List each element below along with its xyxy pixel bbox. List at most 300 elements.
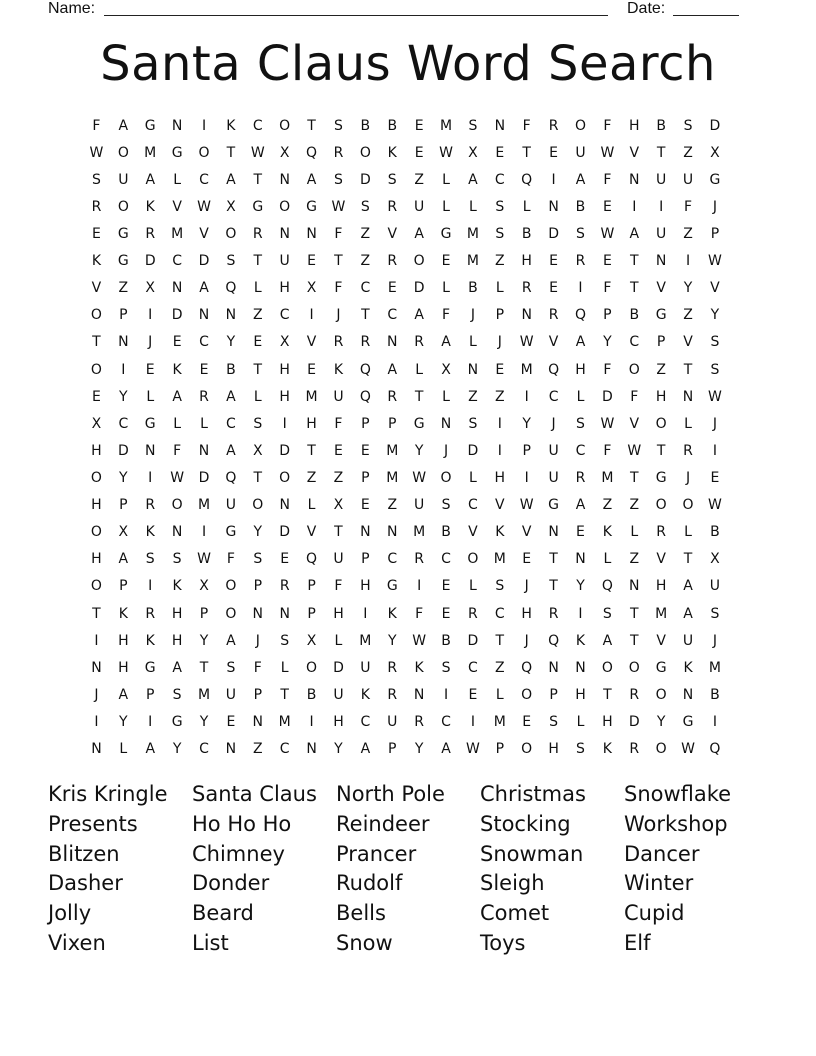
grid-letter: P xyxy=(361,551,370,568)
grid-letter: X xyxy=(91,415,102,432)
name-blank-line xyxy=(104,15,608,16)
grid-letter: Z xyxy=(629,497,640,514)
grid-letter: M xyxy=(144,144,157,161)
grid-letter: T xyxy=(629,469,639,486)
grid-letter: E xyxy=(92,388,101,405)
grid-letter: Y xyxy=(603,334,612,351)
grid-letter: A xyxy=(199,280,209,297)
grid-letter: G xyxy=(117,225,129,242)
grid-letter: V xyxy=(172,198,182,215)
grid-letter: Z xyxy=(683,144,693,161)
grid-letter: T xyxy=(334,253,343,270)
grid-letter: F xyxy=(415,605,424,622)
grid-letter: R xyxy=(91,198,102,215)
grid-letter: H xyxy=(91,442,102,459)
grid-letter: A xyxy=(226,388,236,405)
grid-letter: C xyxy=(279,307,290,324)
grid-letter: N xyxy=(360,524,371,541)
grid-letter: P xyxy=(656,334,666,351)
grid-letter: W xyxy=(600,144,615,161)
grid-letter: R xyxy=(333,144,344,161)
grid-letter: S xyxy=(549,713,559,730)
grid-letter: I xyxy=(363,605,368,622)
grid-letter: Q xyxy=(225,280,237,297)
grid-letter: N xyxy=(440,415,452,432)
grid-letter: B xyxy=(629,307,640,324)
grid-letter: A xyxy=(172,659,182,676)
grid-letter: Z xyxy=(252,741,263,758)
grid-letter: O xyxy=(655,741,667,758)
grid-letter: T xyxy=(253,171,263,188)
grid-letter: X xyxy=(252,442,263,459)
grid-letter: Q xyxy=(306,144,318,161)
grid-letter: I xyxy=(578,605,583,622)
grid-letter: B xyxy=(441,632,451,649)
grid-letter: S xyxy=(495,225,505,242)
grid-letter: W xyxy=(519,334,534,351)
grid-letter: U xyxy=(225,497,237,514)
grid-letter: W xyxy=(412,469,427,486)
grid-letter: O xyxy=(117,144,129,161)
grid-letter: E xyxy=(441,578,451,595)
grid-letter: I xyxy=(685,253,691,270)
grid-letter: E xyxy=(414,144,424,161)
grid-letter: H xyxy=(279,388,290,405)
grid-letter: L xyxy=(576,713,585,730)
grid-letter: U xyxy=(279,253,290,270)
grid-letter: V xyxy=(710,280,720,297)
word-list-item: Reindeer xyxy=(336,811,430,836)
word-list-item: Christmas xyxy=(480,782,586,806)
grid-letter: H xyxy=(575,361,586,378)
grid-letter: U xyxy=(333,551,344,568)
grid-letter: K xyxy=(387,144,397,161)
grid-letter: H xyxy=(655,388,667,405)
grid-letter: E xyxy=(414,117,424,134)
grid-letter: N xyxy=(198,307,210,324)
grid-letter: C xyxy=(199,741,209,758)
grid-letter: O xyxy=(628,659,640,676)
grid-letter: J xyxy=(255,632,260,649)
grid-letter: O xyxy=(171,497,183,514)
grid-letter: O xyxy=(601,659,613,676)
grid-letter: X xyxy=(145,280,156,297)
grid-letter: I xyxy=(201,524,207,541)
grid-letter: C xyxy=(226,415,236,432)
grid-letter: T xyxy=(253,361,263,378)
grid-letter: L xyxy=(684,524,692,541)
grid-letter: O xyxy=(198,144,210,161)
grid-letter: P xyxy=(603,307,612,324)
grid-letter: G xyxy=(413,415,425,432)
grid-letter: E xyxy=(360,497,370,514)
grid-letter: V xyxy=(495,497,505,514)
grid-letter: T xyxy=(92,334,101,351)
grid-letter: Z xyxy=(360,253,371,270)
grid-letter: E xyxy=(334,442,343,459)
grid-letter: Z xyxy=(629,551,640,568)
grid-letter: I xyxy=(282,415,287,432)
word-list-item: Vixen xyxy=(48,930,106,955)
grid-letter: E xyxy=(441,253,451,270)
grid-letter: G xyxy=(655,659,667,676)
word-list-item: Donder xyxy=(192,871,270,896)
grid-letter: J xyxy=(497,334,502,351)
grid-letter: S xyxy=(360,198,370,215)
grid-letter: J xyxy=(470,307,475,324)
grid-letter: H xyxy=(548,741,559,758)
grid-letter: S xyxy=(468,415,478,432)
grid-letter: R xyxy=(387,659,398,676)
grid-letter: I xyxy=(497,442,502,459)
grid-letter: R xyxy=(387,253,398,270)
grid-letter: O xyxy=(521,741,533,758)
grid-letter: W xyxy=(519,497,534,514)
grid-letter: W xyxy=(89,144,104,161)
grid-letter: M xyxy=(601,469,614,486)
grid-letter: Y xyxy=(710,307,720,324)
grid-letter: I xyxy=(148,307,153,324)
grid-letter: U xyxy=(333,686,344,703)
grid-letter: Y xyxy=(119,388,128,405)
grid-letter: A xyxy=(414,225,424,242)
grid-letter: O xyxy=(90,578,102,595)
grid-letter: U xyxy=(414,497,425,514)
grid-letter: T xyxy=(522,144,531,161)
grid-letter: O xyxy=(655,415,667,432)
grid-letter: R xyxy=(145,497,156,514)
grid-letter: S xyxy=(683,117,693,134)
date-blank-line xyxy=(673,15,739,16)
grid-letter: F xyxy=(630,388,639,405)
grid-letter: Y xyxy=(253,524,263,541)
grid-letter: R xyxy=(199,388,209,405)
grid-letter: Y xyxy=(199,713,209,730)
grid-letter: P xyxy=(388,415,397,432)
grid-letter: R xyxy=(656,524,667,541)
grid-letter: N xyxy=(575,659,586,676)
grid-letter: E xyxy=(307,361,316,378)
grid-letter: M xyxy=(439,117,453,134)
grid-letter: Z xyxy=(495,388,505,405)
grid-letter: Q xyxy=(548,361,560,378)
grid-letter: R xyxy=(145,225,156,242)
grid-letter: P xyxy=(199,605,209,622)
grid-letter: O xyxy=(279,117,291,134)
grid-letter: E xyxy=(549,280,559,297)
grid-letter: M xyxy=(197,686,211,703)
grid-letter: Z xyxy=(683,307,693,324)
grid-letter: J xyxy=(524,578,529,595)
grid-letter: C xyxy=(441,551,451,568)
grid-letter: N xyxy=(198,442,210,459)
grid-letter: A xyxy=(468,171,478,188)
grid-letter: L xyxy=(146,388,155,405)
grid-letter: E xyxy=(549,253,559,270)
grid-letter: X xyxy=(710,144,720,161)
grid-letter: X xyxy=(199,578,209,595)
grid-letter: L xyxy=(119,741,128,758)
grid-letter: P xyxy=(522,442,531,459)
grid-letter: G xyxy=(144,117,156,134)
grid-letter: V xyxy=(656,551,666,568)
grid-letter: L xyxy=(280,659,289,676)
grid-letter: V xyxy=(656,632,666,649)
grid-letter: L xyxy=(253,280,262,297)
grid-letter: F xyxy=(603,361,612,378)
grid-letter: T xyxy=(656,144,666,161)
grid-letter: I xyxy=(148,578,153,595)
grid-letter: E xyxy=(387,280,397,297)
grid-letter: G xyxy=(386,578,398,595)
grid-letter: Q xyxy=(521,171,533,188)
grid-letter: S xyxy=(441,497,451,514)
grid-letter: I xyxy=(712,442,717,459)
grid-letter: N xyxy=(629,578,640,595)
grid-letter: H xyxy=(655,578,667,595)
grid-letter: S xyxy=(226,659,236,676)
grid-letter: K xyxy=(172,578,182,595)
grid-letter: Z xyxy=(495,253,505,270)
grid-letter: A xyxy=(575,497,586,514)
grid-letter: W xyxy=(708,388,722,405)
grid-letter: T xyxy=(629,605,639,622)
word-list-item: Sleigh xyxy=(480,871,545,896)
grid-letter: R xyxy=(360,334,371,351)
grid-letter: I xyxy=(470,713,475,730)
grid-letter: X xyxy=(226,198,236,215)
grid-letter: N xyxy=(279,225,290,242)
grid-letter: G xyxy=(440,225,452,242)
grid-letter: X xyxy=(710,551,720,568)
grid-letter: P xyxy=(710,225,720,242)
grid-letter: T xyxy=(280,686,289,703)
grid-letter: N xyxy=(629,171,640,188)
grid-letter: L xyxy=(495,280,504,297)
grid-letter: L xyxy=(469,578,477,595)
grid-letter: V xyxy=(468,524,478,541)
grid-letter: X xyxy=(279,144,290,161)
grid-letter: M xyxy=(278,713,291,730)
grid-letter: T xyxy=(307,117,316,134)
grid-letter: E xyxy=(360,442,370,459)
grid-letter: Q xyxy=(521,659,533,676)
grid-letter: C xyxy=(629,334,640,351)
grid-letter: G xyxy=(548,497,560,514)
grid-letter: B xyxy=(575,198,586,215)
grid-letter: E xyxy=(226,713,236,730)
grid-letter: E xyxy=(468,686,478,703)
grid-letter: Y xyxy=(199,632,209,649)
grid-letter: L xyxy=(415,361,424,378)
grid-letter: N xyxy=(171,524,183,541)
grid-letter: Y xyxy=(522,415,531,432)
grid-letter: F xyxy=(441,307,451,324)
grid-letter: O xyxy=(306,659,318,676)
grid-letter: C xyxy=(360,713,371,730)
grid-letter: G xyxy=(655,307,667,324)
grid-letter: V xyxy=(199,225,209,242)
grid-letter: B xyxy=(306,686,317,703)
grid-letter: H xyxy=(306,415,317,432)
grid-letter: N xyxy=(279,171,290,188)
grid-letter: E xyxy=(602,198,612,215)
grid-letter: C xyxy=(118,415,129,432)
grid-letter: M xyxy=(708,659,721,676)
grid-letter: I xyxy=(712,713,717,730)
grid-letter: T xyxy=(629,632,639,649)
grid-letter: O xyxy=(467,551,479,568)
grid-letter: D xyxy=(601,388,613,405)
grid-letter: S xyxy=(710,361,720,378)
grid-letter: H xyxy=(279,361,290,378)
grid-letter: S xyxy=(576,741,585,758)
grid-letter: O xyxy=(225,225,237,242)
grid-letter: G xyxy=(252,198,264,215)
grid-letter: N xyxy=(252,713,264,730)
grid-letter: H xyxy=(118,659,129,676)
grid-letter: I xyxy=(632,198,637,215)
grid-letter: C xyxy=(548,388,559,405)
grid-letter: O xyxy=(90,361,102,378)
grid-letter: A xyxy=(226,442,236,459)
grid-letter: J xyxy=(712,632,717,649)
grid-letter: D xyxy=(413,280,425,297)
grid-letter: O xyxy=(225,605,237,622)
grid-letter: A xyxy=(145,171,156,188)
grid-letter: I xyxy=(524,388,529,405)
grid-letter: V xyxy=(656,280,666,297)
grid-letter: K xyxy=(226,117,236,134)
grid-letter: W xyxy=(439,144,453,161)
grid-letter: C xyxy=(494,605,505,622)
grid-letter: L xyxy=(442,171,450,188)
grid-letter: C xyxy=(387,307,398,324)
grid-letter: M xyxy=(466,225,479,242)
grid-letter: U xyxy=(387,713,398,730)
grid-letter: N xyxy=(548,198,559,215)
grid-letter: G xyxy=(171,144,183,161)
grid-letter: G xyxy=(144,415,156,432)
grid-letter: N xyxy=(171,280,183,297)
grid-letter: T xyxy=(549,551,558,568)
grid-letter: T xyxy=(253,469,263,486)
grid-letter: A xyxy=(441,741,451,758)
grid-letter: G xyxy=(682,713,694,730)
word-list-item: Stocking xyxy=(480,811,571,836)
grid-letter: S xyxy=(441,659,451,676)
grid-letter: K xyxy=(495,524,505,541)
grid-letter: V xyxy=(306,524,317,541)
grid-letter: H xyxy=(91,497,102,514)
grid-letter: O xyxy=(279,469,291,486)
grid-letter: K xyxy=(145,524,155,541)
grid-letter: R xyxy=(333,334,344,351)
grid-letter: A xyxy=(360,741,371,758)
grid-letter: E xyxy=(307,253,316,270)
grid-letter: T xyxy=(199,659,209,676)
word-list-item: Presents xyxy=(48,811,138,836)
grid-letter: N xyxy=(575,551,586,568)
grid-letter: C xyxy=(172,253,182,270)
grid-letter: Q xyxy=(306,551,318,568)
grid-letter: N xyxy=(682,388,694,405)
grid-letter: N xyxy=(91,659,102,676)
grid-letter: X xyxy=(306,632,317,649)
grid-letter: M xyxy=(197,497,211,514)
grid-letter: O xyxy=(90,307,102,324)
word-list-item: Snowflake xyxy=(624,782,732,806)
word-list-item: Snow xyxy=(336,930,393,955)
grid-letter: K xyxy=(333,361,344,378)
grid-letter: D xyxy=(628,713,640,730)
grid-letter: D xyxy=(467,442,479,459)
grid-letter: U xyxy=(333,388,344,405)
word-list-item: Comet xyxy=(480,901,550,926)
grid-letter: E xyxy=(280,551,290,568)
word-list-item: Blitzen xyxy=(48,841,120,866)
grid-letter: M xyxy=(386,469,399,486)
grid-letter: K xyxy=(118,605,128,622)
grid-letter: N xyxy=(144,442,156,459)
grid-letter: Z xyxy=(360,225,371,242)
grid-letter: W xyxy=(600,415,615,432)
grid-letter: O xyxy=(252,497,264,514)
grid-letter: U xyxy=(682,632,694,649)
grid-letter: L xyxy=(334,632,343,649)
grid-letter: O xyxy=(117,198,129,215)
grid-letter: A xyxy=(306,171,317,188)
grid-letter: L xyxy=(684,415,692,432)
word-list-item: Bells xyxy=(336,901,386,926)
grid-letter: O xyxy=(682,497,694,514)
grid-letter: O xyxy=(574,117,586,134)
grid-letter: Y xyxy=(414,442,424,459)
grid-letter: C xyxy=(199,171,209,188)
grid-letter: C xyxy=(387,551,398,568)
grid-letter: A xyxy=(683,578,693,595)
grid-letter: F xyxy=(173,442,182,459)
word-list-item: List xyxy=(192,930,229,955)
grid-letter: I xyxy=(551,171,556,188)
grid-letter: A xyxy=(118,551,129,568)
grid-letter: E xyxy=(549,144,559,161)
grid-letter: R xyxy=(548,117,559,134)
grid-letter: E xyxy=(92,225,101,242)
word-list-item: Jolly xyxy=(48,901,92,926)
word-list-item: Kris Kringle xyxy=(48,782,168,806)
grid-letter: F xyxy=(253,659,262,676)
grid-letter: Z xyxy=(387,497,398,514)
grid-letter: V xyxy=(91,280,102,297)
grid-letter: J xyxy=(94,686,99,703)
grid-letter: A xyxy=(575,171,586,188)
grid-letter: O xyxy=(628,361,640,378)
grid-letter: Y xyxy=(387,632,397,649)
grid-letter: N xyxy=(682,686,694,703)
grid-letter: C xyxy=(468,659,478,676)
grid-letter: F xyxy=(522,117,531,134)
grid-letter: J xyxy=(685,469,691,486)
word-list-item: Elf xyxy=(624,930,651,955)
grid-letter: A xyxy=(387,361,398,378)
grid-letter: R xyxy=(468,605,478,622)
grid-letter: A xyxy=(575,334,586,351)
grid-letter: A xyxy=(118,686,129,703)
grid-letter: A xyxy=(226,632,236,649)
grid-letter: P xyxy=(388,741,397,758)
grid-letter: P xyxy=(253,578,263,595)
